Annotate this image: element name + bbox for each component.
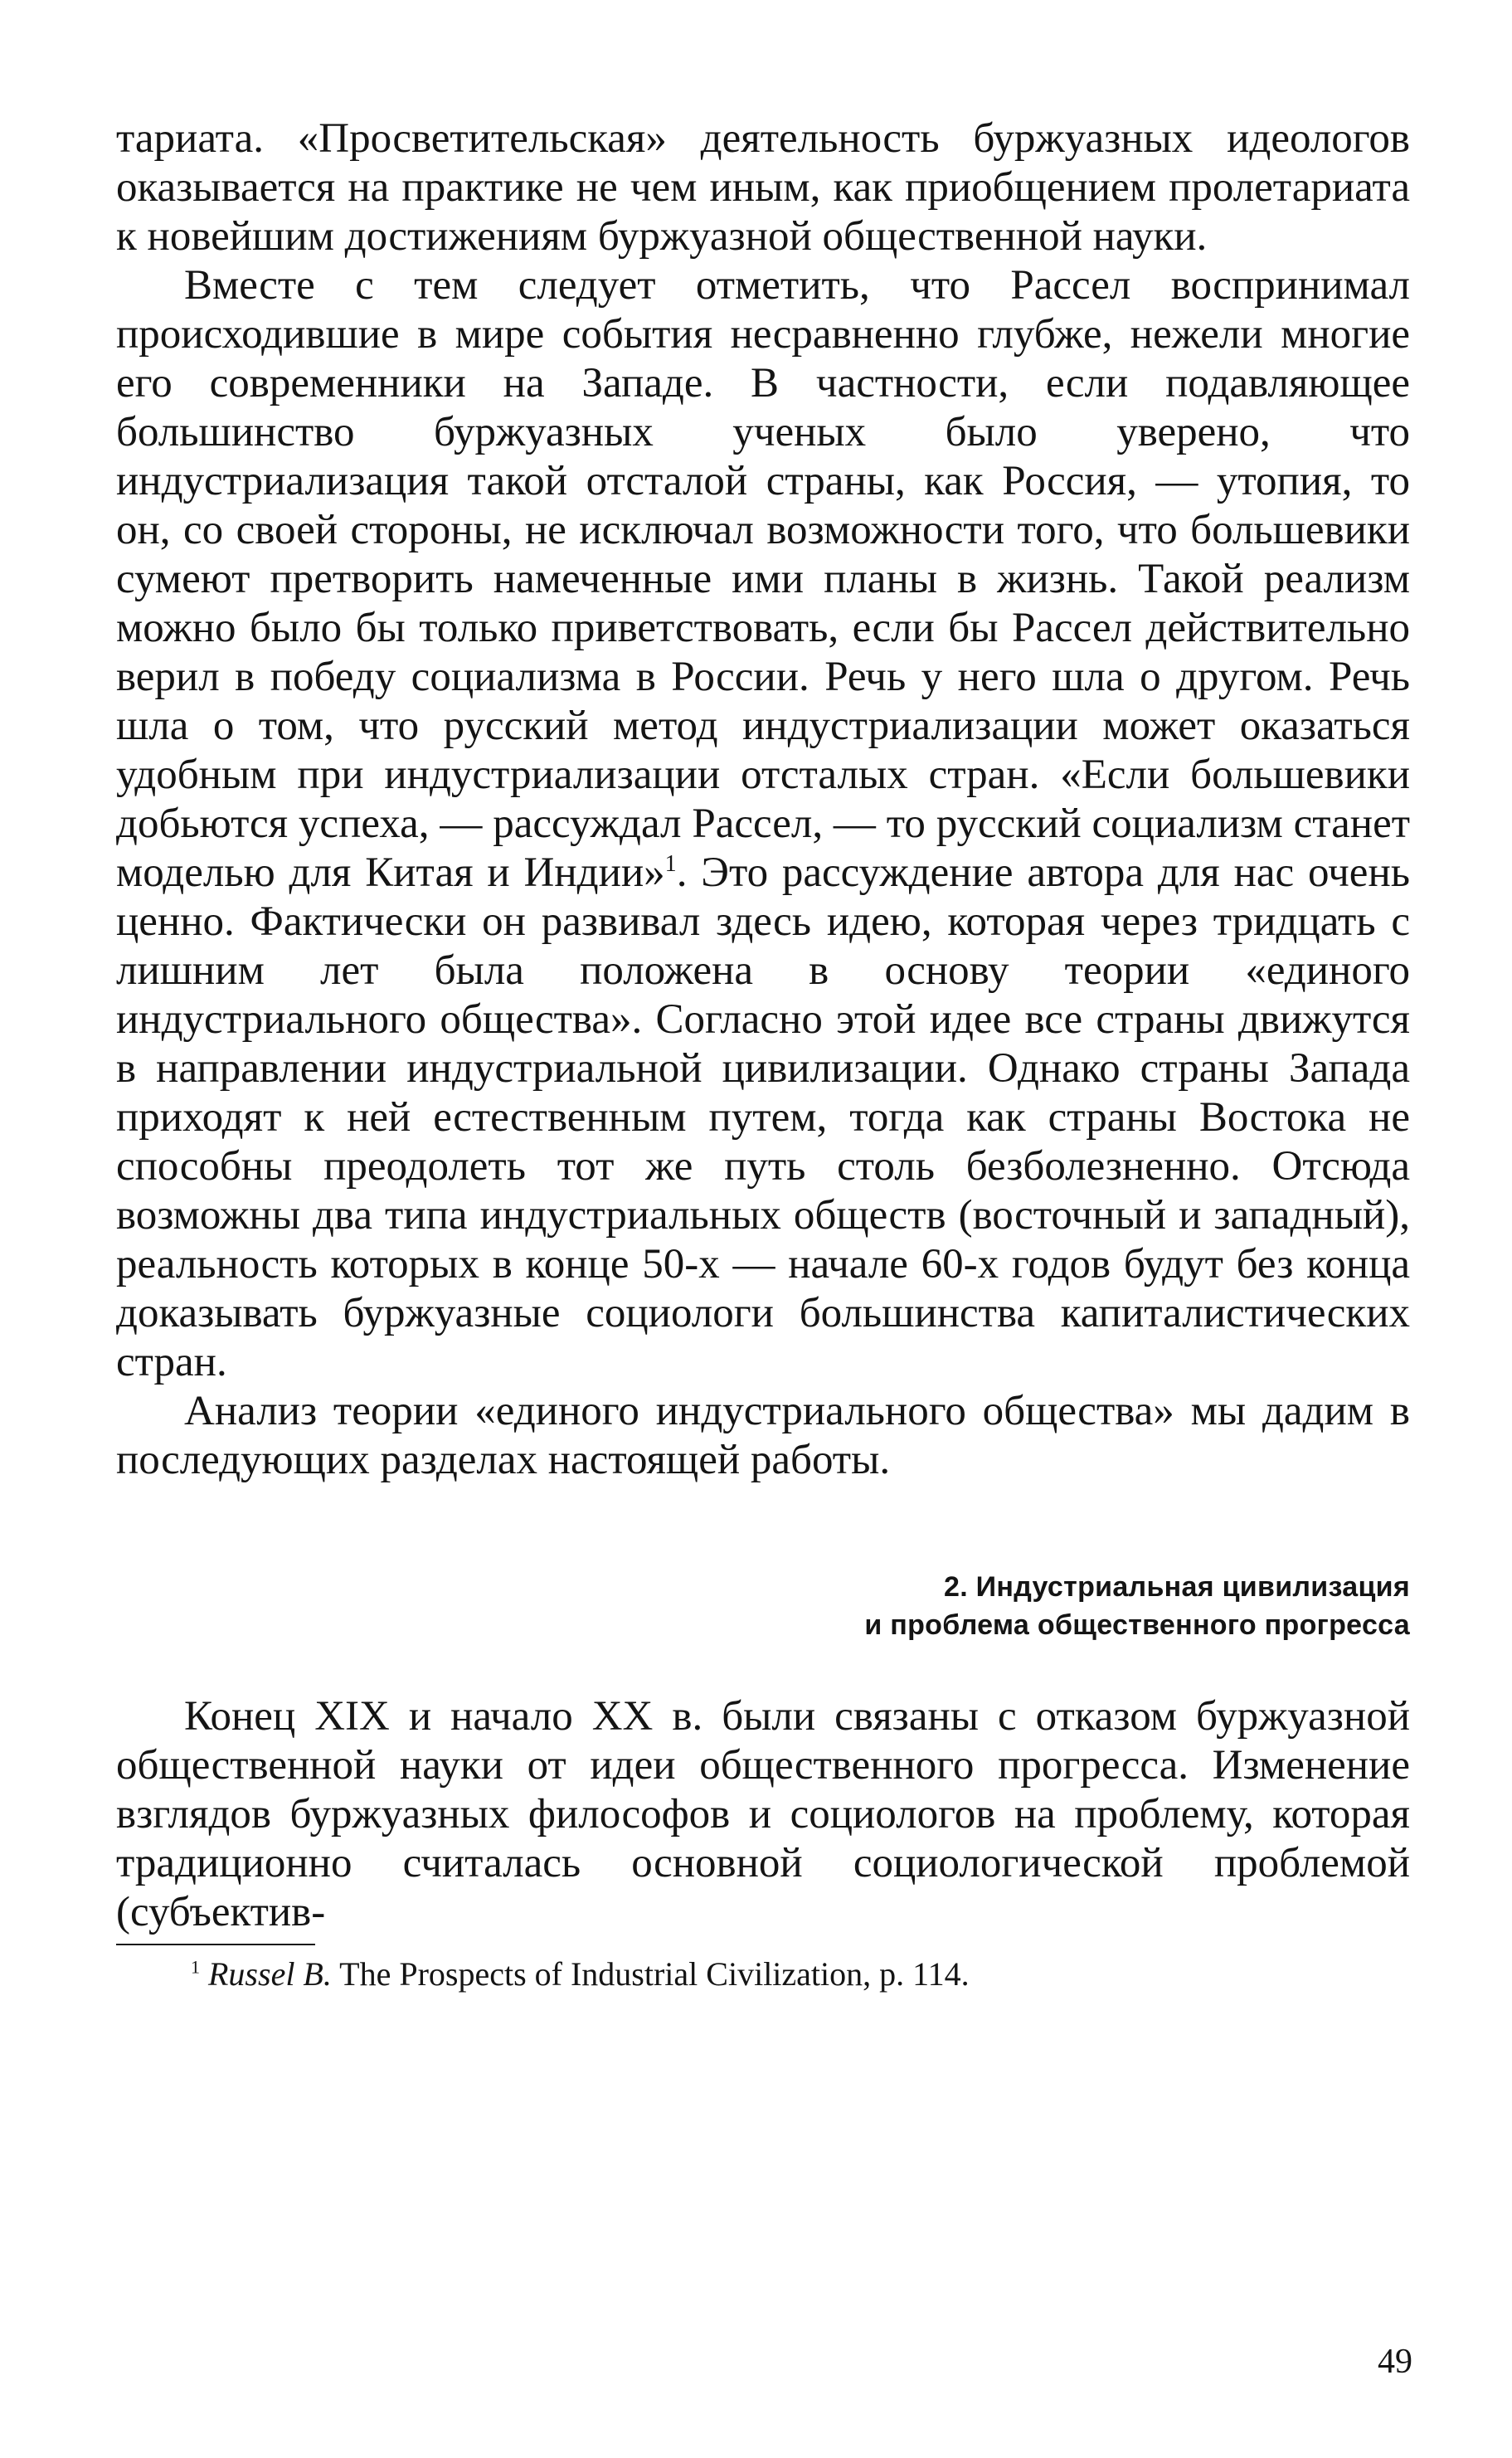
section-paragraph: Конец XIX и начало XX в. были связаны с отказом буржуазной общественной науки от идеи общественного прогресса. Изменение взглядов буржуазных философов и социологов на проблему, которая традиционно считалась основной социологической проблемой (субъектив- — [116, 1693, 1410, 1935]
footnote-reference[interactable]: 1 — [664, 851, 677, 877]
footnote-divider — [116, 1944, 315, 1945]
page-number: 49 — [1378, 2343, 1412, 2381]
paragraph-3: Анализ теории «единого индустриального общества» мы дадим в последующих разделах настоящей работы. — [116, 1388, 1410, 1483]
section-heading — [116, 1568, 1410, 1644]
paragraph-2-text: Вместе с тем следует отметить, что Рассел воспринимал происходившие в мире события несравненно глубже, нежели многие его современники на Западе. В частности, если подавляющее большинство буржуазных ученых было уверено, что индустриализация такой отсталой страны, как Россия, — утопия, то он, со своей стороны, не исключал возможности того, что большевики сумеют претворить намеченные ими планы в жизнь. Такой реализм можно было бы только приветствовать, если бы Рассел действительно верил в победу социализма в России. Речь у него шла о другом. Речь шла о том, что русский метод индустриализации может оказаться удобным при индустриализации отсталых стран. «Если большевики добьются успеха, — рассуждал Рассел, — то русский социализм станет моделью для Китая и Индии» — [116, 262, 1410, 896]
section-heading-line-2: и проблема общественного прогресса — [864, 1609, 1410, 1641]
footnote — [116, 1952, 1410, 1997]
paragraph-2 — [116, 261, 1410, 1387]
paragraph-2-continuation: . Это рассуждение автора для нас очень ценно. Фактически он развивал здесь идею, которая через тридцать с лишним лет была положена в основу теории «единого индустриального общества». Согласно этой идее все страны движутся в направлении индустриальной цивилизации. Однако страны Запада приходят к ней естественным путем, тогда как страны Востока не способны преодолеть тот же путь столь безболезненно. Отсюда возможны два типа индустриальных обществ (восточный и западный), реальность которых в конце 50-х — начале 60-х годов будут без конца доказывать буржуазные социологи большинства капиталистических стран. — [116, 849, 1410, 1385]
page-body — [116, 114, 1410, 1997]
section-heading-line-1: 2. Индустриальная цивилизация — [943, 1571, 1410, 1603]
footnote-marker: 1 — [191, 1956, 200, 1978]
paragraph-1: тариата. «Просветительская» деятельность буржуазных идеологов оказывается на практике не чем иным, как приобщением пролетариата к новейшим достижениям буржуазной общественной науки. — [116, 115, 1410, 260]
footnote-text: The Prospects of Industrial Civilization, p. 114. — [331, 1955, 970, 1993]
footnote-author: Russel B. — [208, 1955, 332, 1993]
